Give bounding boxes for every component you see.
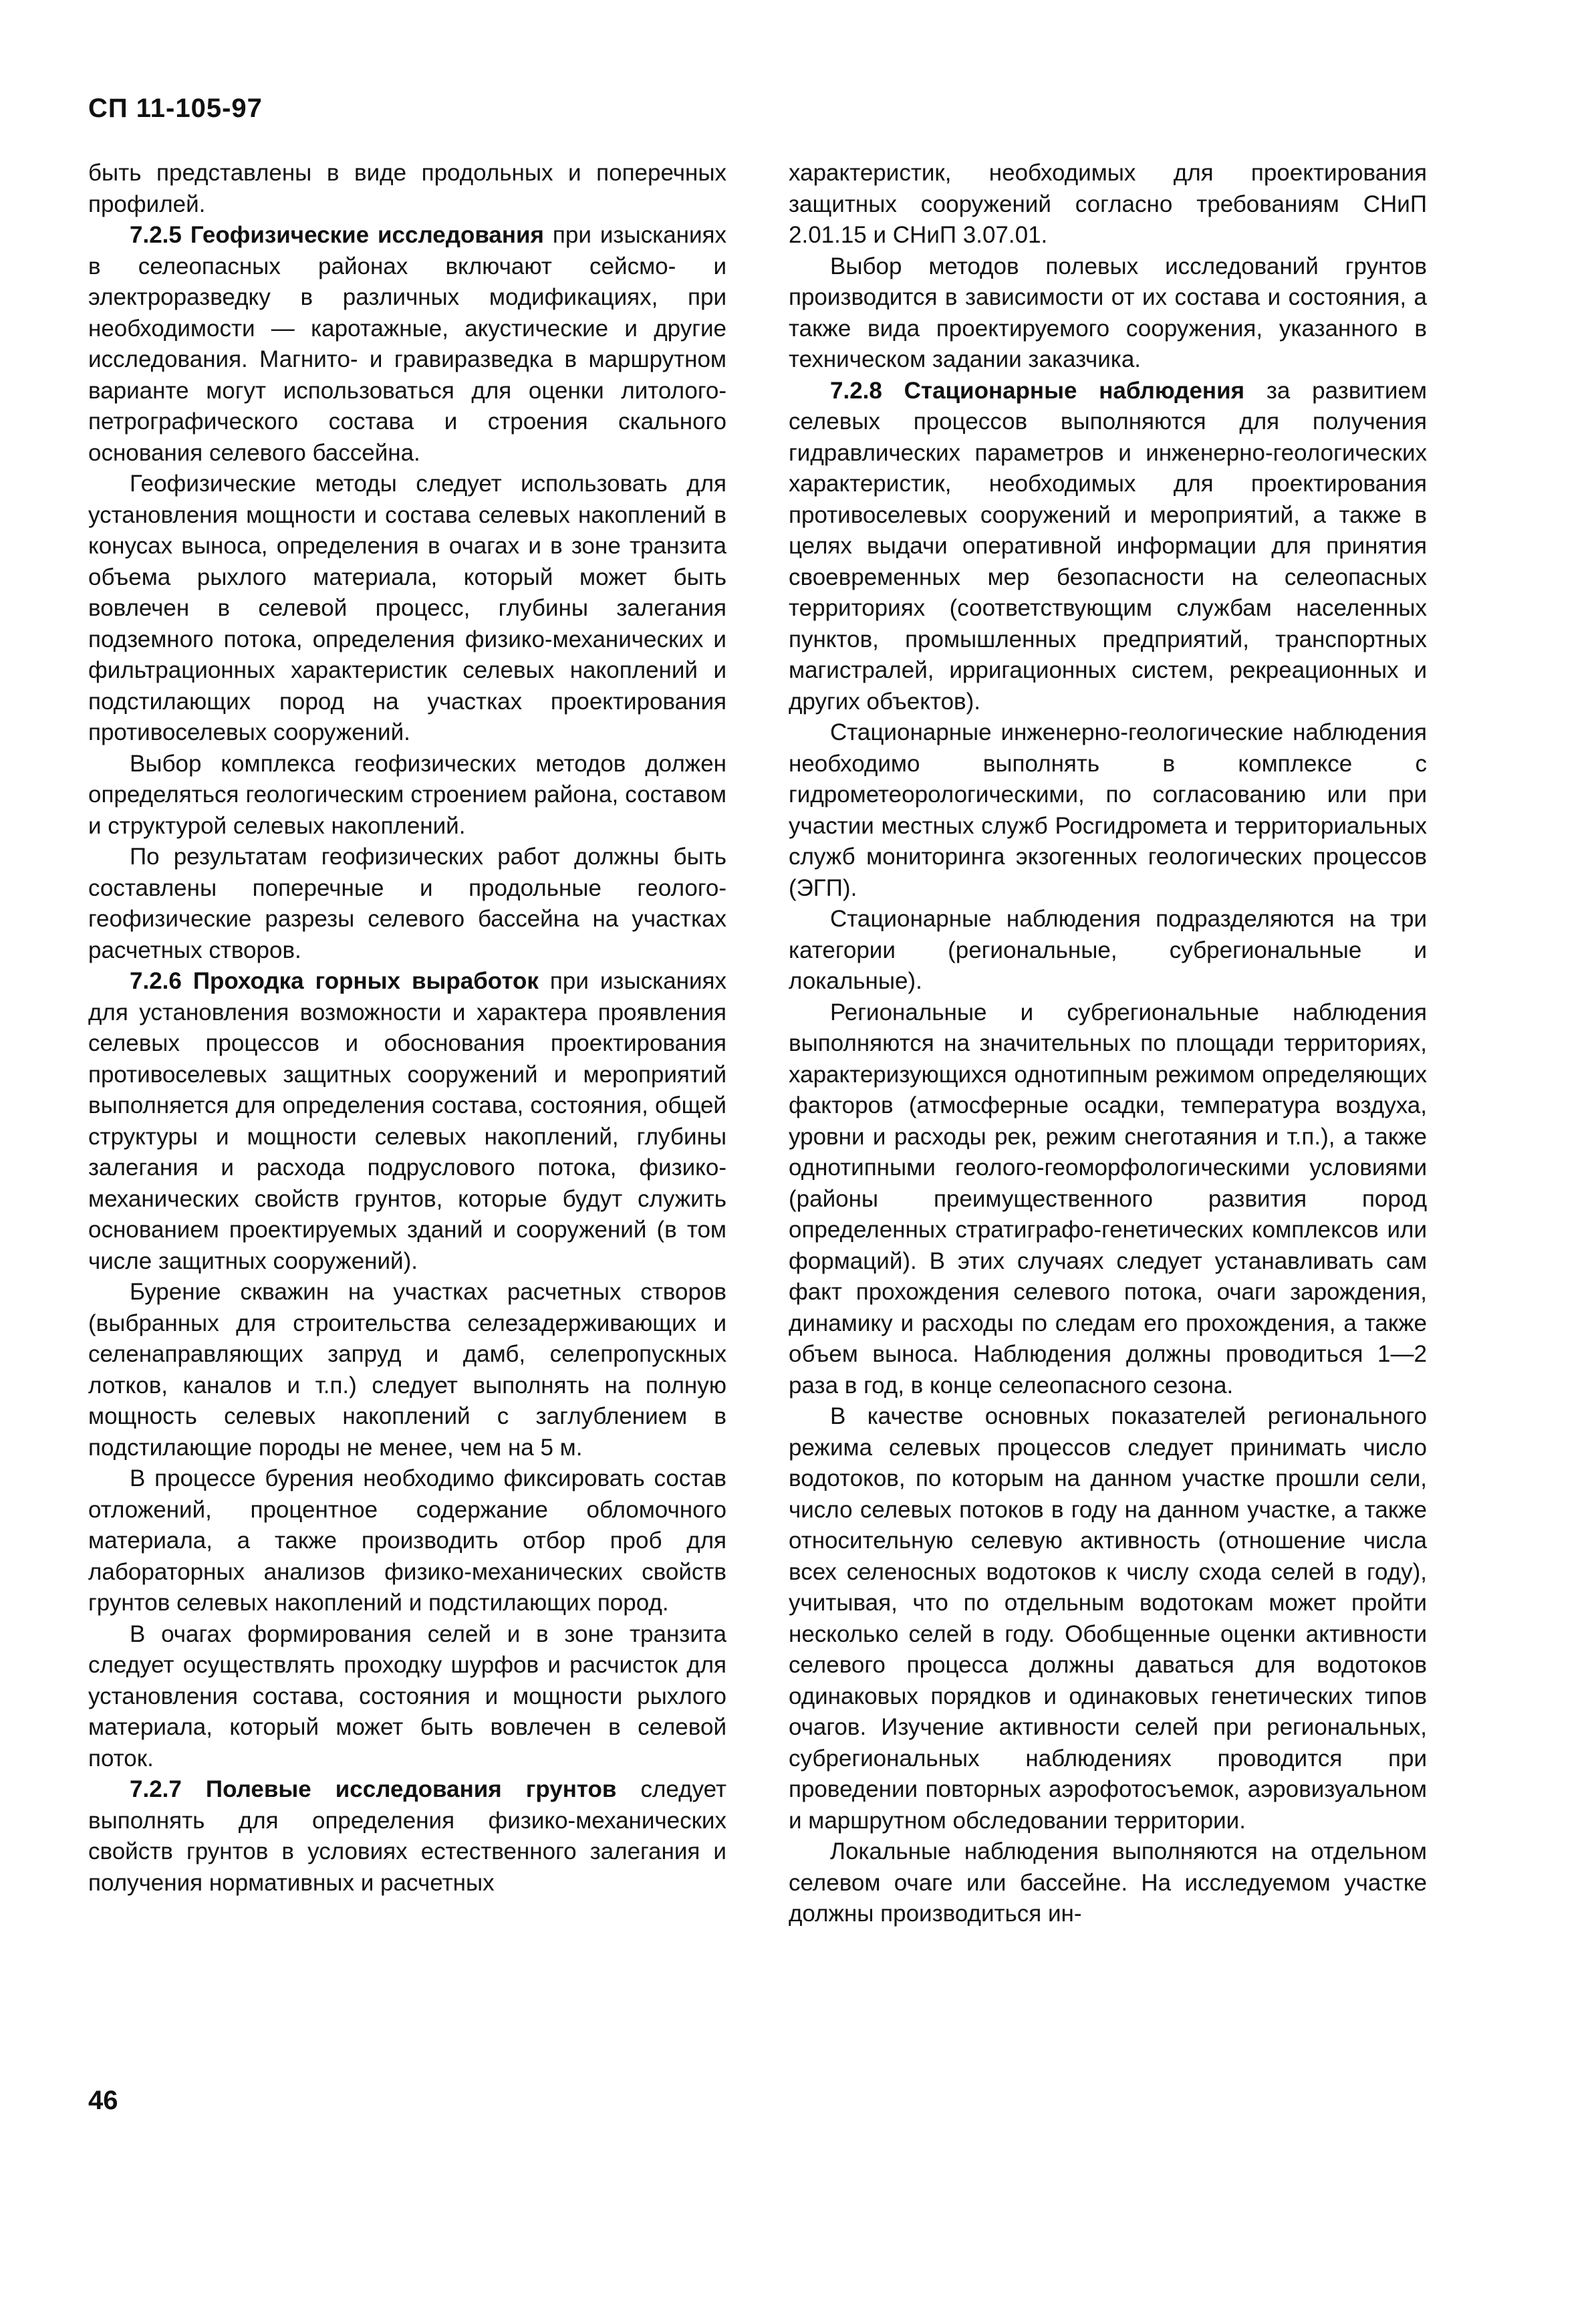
paragraph: [789, 717, 1427, 904]
paragraph: [789, 904, 1427, 997]
paragraph: [789, 1836, 1427, 1930]
paragraph-text: Выбор комплекса геофизических методов должен определяться геологическим строением района, составом и структурой селевых накоплений.: [88, 750, 726, 839]
paragraph: [88, 842, 726, 966]
paragraph-text: В процессе бурения необходимо фиксировать состав отложений, процентное содержание обломочного материала, а также производить отбор проб для лабораторных анализов физико-механических свойств грунтов селевых накоплений и подстилающих пород.: [88, 1465, 726, 1616]
paragraph-text: Региональные и субрегиональные наблюдения выполняются на значительных по площади территориях, характеризующихся однотипным режимом определяющих факторов (атмосферные осадки, температура воздуха, уровни и расходы рек, режим снеготаяния и т.п.), а также однотипными геолого-геоморфологическими условиями (районы преимущественного развития пород определенных стратиграфо-генетических комплексов или формаций). В этих случаях следует устанавливать сам факт прохождения селевого потока, очаги зарождения, динамику и расходы по следам его прохождения, а также объем выноса. Наблюдения должны проводиться 1—2 раза в год, в конце селеопасного сезона.: [789, 999, 1427, 1399]
paragraph: [88, 1277, 726, 1463]
paragraph: [88, 1463, 726, 1619]
paragraph-text: Локальные наблюдения выполняются на отдельном селевом очаге или бассейне. На исследуемом участке должны производиться ин-: [789, 1838, 1427, 1927]
paragraph-text: В качестве основных показателей регионального режима селевых процессов следует принимать число водотоков, по которым на данном участке прошли сели, число селевых потоков в году на данном участке, а также относительную селевую активность (отношение числа всех селеносных водотоков к числу схода селей в году), учитывая, что по отдельным водотокам может пройти несколько селей в году. Обобщенные оценки активности селевого процесса должны даваться для водотоков одинаковых порядков и одинаковых генетических типов очагов. Изучение активности селей при региональных, субрегиональных наблюдениях проводится при проведении повторных аэрофотосъемок, аэровизуальном и маршрутном обследовании территории.: [789, 1403, 1427, 1834]
section-heading: 7.2.8 Стационарные наблюдения: [830, 377, 1245, 404]
paragraph-text: быть представлены в виде продольных и поперечных профилей.: [88, 160, 726, 217]
section-heading: 7.2.5 Геофизические исследования: [130, 222, 544, 248]
paragraph-text: Бурение скважин на участках расчетных створов (выбранных для строительства селезадерживающих и селенаправляющих запруд и дамб, селепропускных лотков, каналов и т.п.) следует выполнять на полную мощность селевых накоплений с заглублением в подстилающие породы не менее, чем на 5 м.: [88, 1279, 726, 1461]
paragraph: [789, 1401, 1427, 1836]
paragraph: [88, 749, 726, 842]
paragraph-text: при изысканиях в селеопасных районах включают сейсмо- и электроразведку в различных модификациях, при необходимости — каротажные, акустические и другие исследования. Магнито- и гравиразведка в маршрутном варианте могут использоваться для оценки литолого-петрографического состава и строения скального основания селевого бассейна.: [88, 222, 726, 466]
left-column: [88, 158, 726, 1899]
paragraph-text: По результатам геофизических работ должны быть составлены поперечные и продольные геолого-геофизические разрезы селевого бассейна на участках расчетных створов.: [88, 844, 726, 963]
paragraph-text: при изысканиях для установления возможности и характера проявления селевых процессов и обоснования проектирования противоселевых защитных сооружений и мероприятий выполняется для определения состава, состояния, общей структуры и мощности селевых накоплений, глубины залегания и расхода подруслового потока, физико-механических свойств грунтов, которые будут служить основанием проектируемых зданий и сооружений (в том числе защитных сооружений).: [88, 968, 726, 1274]
paragraph-text: В очагах формирования селей и в зоне транзита следует осуществлять проходку шурфов и расчисток для установления состава, состояния и мощности рыхлого материала, который может быть вовлечен в селевой поток.: [88, 1620, 726, 1772]
page-header: СП 11-105-97: [88, 94, 263, 123]
paragraph: [88, 469, 726, 749]
paragraph: [88, 1619, 726, 1775]
page-number: 46: [88, 2086, 118, 2115]
paragraph: [88, 220, 726, 469]
section-heading: 7.2.7 Полевые исследования грунтов: [130, 1776, 617, 1802]
right-column: [789, 158, 1427, 1930]
paragraph: [789, 997, 1427, 1402]
paragraph-text: Выбор методов полевых исследований грунтов производится в зависимости от их состава и состояния, а также вида проектируемого сооружения, указанного в техническом задании заказчика.: [789, 253, 1427, 372]
paragraph-text: Геофизические методы следует использовать для установления мощности и состава селевых накоплений в конусах выноса, определения в очагах и в зоне транзита объема рыхлого материала, который может быть вовлечен в селевой процесс, глубины залегания подземного потока, определения физико-механических и фильтрационных характеристик селевых накоплений и подстилающих пород на участках проектирования противоселевых сооружений.: [88, 471, 726, 745]
paragraph-text: следует выполнять для определения физико-механических свойств грунтов в условиях естественного залегания и получения нормативных и расчетных: [88, 1776, 726, 1896]
paragraph-text: характеристик, необходимых для проектирования защитных сооружений согласно требованиям СНиП 2.01.15 и СНиП 3.07.01.: [789, 160, 1427, 248]
paragraph: [88, 1774, 726, 1899]
paragraph-text: Стационарные наблюдения подразделяются на три категории (региональные, субрегиональные и локальные).: [789, 906, 1427, 994]
paragraph: [88, 158, 726, 220]
section-heading: 7.2.6 Проходка горных выработок: [130, 968, 539, 994]
paragraph: [789, 158, 1427, 251]
paragraph-text: Стационарные инженерно-геологические наблюдения необходимо выполнять в комплексе с гидрометеорологическими, по согласованию или при участии местных служб Росгидромета и территориальных служб мониторинга экзогенных геологических процессов (ЭГП).: [789, 719, 1427, 901]
paragraph: [789, 251, 1427, 376]
paragraph-text: за развитием селевых процессов выполняются для получения гидравлических параметров и инженерно-геологических характеристик, необходимых для проектирования противоселевых сооружений и мероприятий, а также в целях выдачи оперативной информации для принятия своевременных мер безопасности на селеопасных территориях (соответствующим службам населенных пунктов, промышленных предприятий, транспортных магистралей, ирригационных систем, рекреационных и других объектов).: [789, 377, 1427, 715]
paragraph: [88, 966, 726, 1277]
paragraph: [789, 376, 1427, 718]
